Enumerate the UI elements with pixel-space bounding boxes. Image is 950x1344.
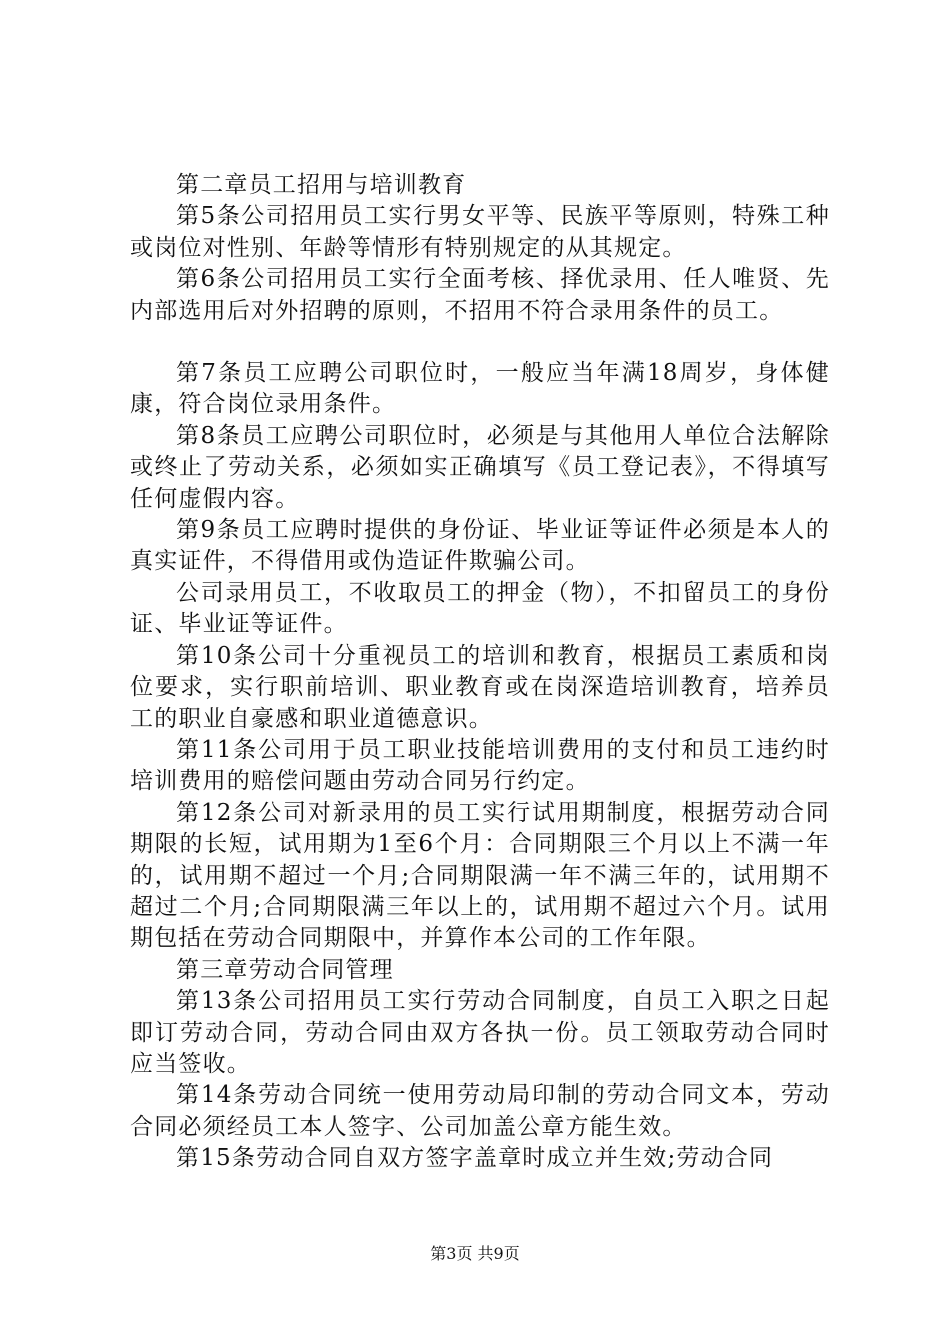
chapter-heading-3: 第三章劳动合同管理	[176, 956, 394, 983]
article-12: 第12条公司对新录用的员工实行试用期制度，根据劳动合同期限的长短，试用期为1至6个月：合同期限三个月以上不满一年的，试用期不超过一个月;合同期限满一年不满三年的，试用期不超过二个月;合同期限满三年以上的，试用期不超过六个月。试用期包括在劳动合同期限中，并算作本公司的工作年限。	[130, 799, 830, 952]
article-13: 第13条公司招用员工实行劳动合同制度，自员工入职之日起即订劳动合同，劳动合同由双方各执一份。员工领取劳动合同时应当签收。	[130, 988, 830, 1077]
article-9: 第9条员工应聘时提供的身份证、毕业证等证件必须是本人的真实证件，不得借用或伪造证件欺骗公司。	[130, 517, 830, 575]
article-5: 第5条公司招用员工实行男女平等、民族平等原则，特殊工种或岗位对性别、年龄等情形有特别规定的从其规定。	[130, 203, 830, 261]
article-10: 第10条公司十分重视员工的培训和教育，根据员工素质和岗位要求，实行职前培训、职业教育或在岗深造培训教育，培养员工的职业自豪感和职业道德意识。	[130, 642, 830, 732]
chapter-heading-2: 第二章员工招用与培训教育	[176, 172, 467, 198]
article-15: 第15条劳动合同自双方签字盖章时成立并生效;劳动合同	[176, 1145, 774, 1172]
page-number-footer: 第3页 共9页	[430, 1244, 520, 1263]
article-7: 第7条员工应聘公司职位时，一般应当年满18周岁，身体健康，符合岗位录用条件。	[130, 360, 830, 418]
article-6: 第6条公司招用员工实行全面考核、择优录用、任人唯贤、先内部选用后对外招聘的原则，不招用不符合录用条件的员工。	[130, 266, 830, 324]
article-9-supplement: 公司录用员工，不收取员工的押金（物），不扣留员工的身份证、毕业证等证件。	[130, 579, 830, 638]
article-11: 第11条公司用于员工职业技能培训费用的支付和员工违约时培训费用的赔偿问题由劳动合同另行约定。	[130, 736, 830, 795]
article-8: 第8条员工应聘公司职位时，必须是与其他用人单位合法解除或终止了劳动关系，必须如实正确填写《员工登记表》，不得填写任何虚假内容。	[130, 422, 830, 512]
document-body	[130, 170, 830, 1175]
article-14: 第14条劳动合同统一使用劳动局印制的劳动合同文本，劳动合同必须经员工本人签字、公司加盖公章方能生效。	[130, 1082, 830, 1140]
